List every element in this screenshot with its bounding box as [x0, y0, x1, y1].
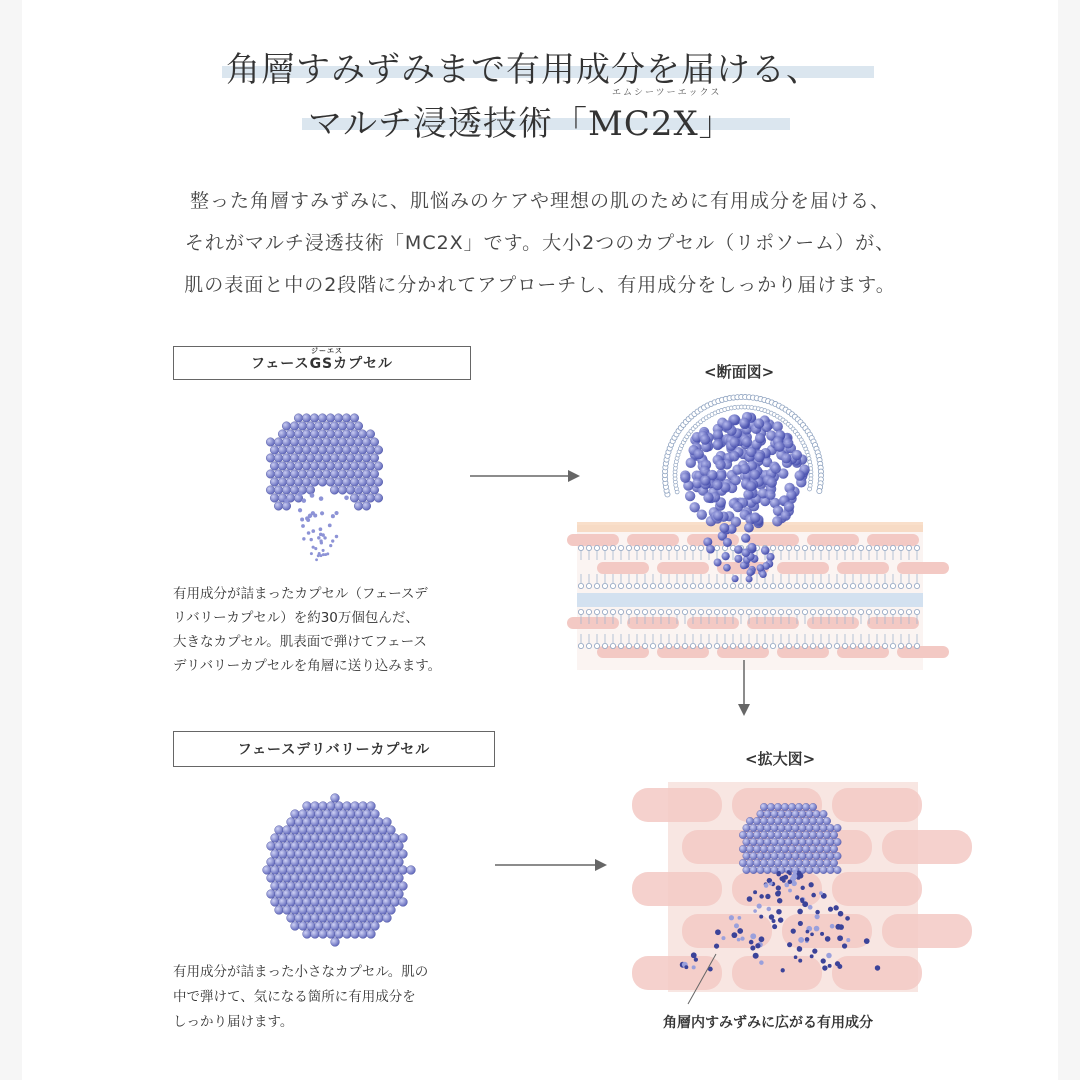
gs-capsule-label: フェースGSカプセル [250, 356, 394, 372]
arrow-right-icon [468, 466, 588, 486]
magnified-illustration [668, 782, 918, 992]
headline-ruby: エムシーツーエックス [612, 88, 722, 98]
arrow-down-icon [734, 660, 754, 720]
gs-desc-line-1: 有用成分が詰まったカプセル（フェースデ [173, 586, 428, 602]
delivery-capsule-description [173, 960, 428, 1035]
magnified-caption: 角層内すみずみに広がる有用成分 [663, 1015, 873, 1031]
delivery-capsule-label-box [173, 731, 495, 767]
gs-capsule-label-box [173, 346, 471, 380]
intro-line-1: 整った角層すみずみに、肌悩みのケアや理想の肌のために有用成分を届ける、 [189, 190, 890, 212]
gs-desc-line-3: 大きなカプセル。肌表面で弾けてフェース [173, 634, 427, 650]
headline-line-2: マルチ浸透技術「MC2X」 [308, 104, 734, 144]
intro-line-3: 肌の表面と中の2段階に分かれてアプローチし、有用成分をしっかり届けます。 [184, 274, 896, 296]
delivery-capsule-illustration [260, 795, 410, 945]
magnified-title: <拡大図> [745, 750, 816, 768]
delivery-desc-line-1: 有用成分が詰まった小さなカプセル。肌の [173, 964, 429, 980]
delivery-capsule-label: フェースデリバリーカプセル [237, 742, 431, 758]
intro-line-2: それがマルチ浸透技術「MC2X」です。大小2つのカプセル（リポソーム）が、 [184, 232, 896, 254]
gs-desc-line-4: デリバリーカプセルを角層に送り込みます。 [173, 658, 442, 674]
gs-capsule-ruby: ジーエス [311, 347, 343, 355]
gs-capsule-illustration [245, 405, 395, 575]
cross-section-title: <断面図> [704, 363, 775, 381]
gs-capsule-description [173, 582, 441, 678]
cross-section-illustration [577, 390, 923, 690]
gs-desc-line-2: リバリーカプセル）を約30万個包んだ、 [173, 610, 419, 626]
headline-line-1: 角層すみずみまで有用成分を届ける、 [226, 50, 821, 90]
arrow-right-icon [493, 855, 613, 875]
delivery-desc-line-2: 中で弾けて、気になる箇所に有用成分を [173, 989, 416, 1005]
delivery-desc-line-3: しっかり届けます。 [173, 1014, 294, 1030]
